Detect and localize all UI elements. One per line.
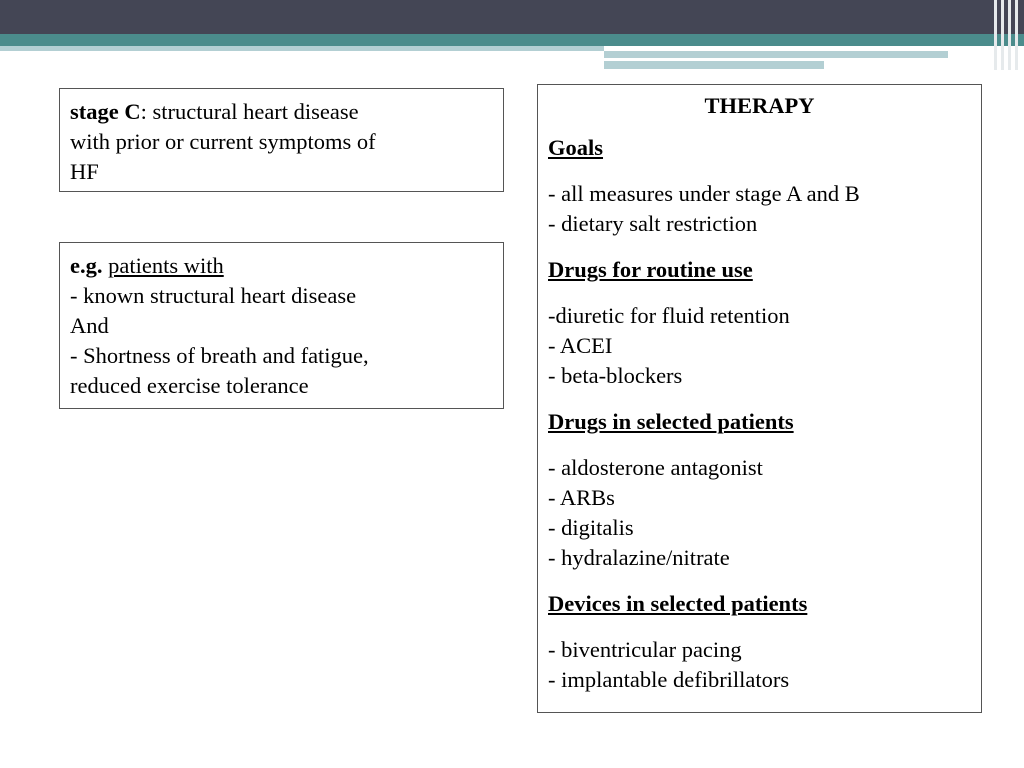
stage-description-box bbox=[59, 88, 504, 192]
stage-text: : structural heart disease bbox=[140, 99, 359, 124]
list-item: - beta-blockers bbox=[548, 363, 683, 388]
example-text-line: And bbox=[70, 313, 109, 338]
section-heading-goals: Goals bbox=[548, 135, 604, 160]
header-vertical-stripes bbox=[992, 0, 1024, 70]
stage-text-line: with prior or current symptoms of bbox=[70, 129, 376, 154]
example-patients-box bbox=[59, 242, 504, 409]
example-text-line: - known structural heart disease bbox=[70, 283, 357, 308]
header-banner-light-stripe bbox=[604, 61, 824, 69]
therapy-box bbox=[537, 84, 982, 713]
section-heading-routine-drugs: Drugs for routine use bbox=[548, 257, 753, 282]
list-item: - digitalis bbox=[548, 515, 634, 540]
example-label: e.g. bbox=[70, 253, 103, 278]
list-item: - ARBs bbox=[548, 485, 615, 510]
example-text-line: - Shortness of breath and fatigue, bbox=[70, 343, 369, 368]
list-item: - hydralazine/nitrate bbox=[548, 545, 730, 570]
section-selected-drugs-items bbox=[548, 453, 971, 573]
list-item: - ACEI bbox=[548, 333, 613, 358]
list-item: - dietary salt restriction bbox=[548, 211, 758, 236]
section-selected-devices-items bbox=[548, 635, 971, 695]
header-banner-teal bbox=[0, 34, 1024, 46]
stage-first-line bbox=[70, 97, 493, 127]
example-text-line: reduced exercise tolerance bbox=[70, 373, 309, 398]
header-banner-dark bbox=[0, 0, 1024, 34]
list-item: - implantable defibrillators bbox=[548, 667, 790, 692]
section-goals-items bbox=[548, 179, 971, 239]
list-item: - all measures under stage A and B bbox=[548, 181, 860, 206]
list-item: -diuretic for fluid retention bbox=[548, 303, 790, 328]
list-item: - aldosterone antagonist bbox=[548, 455, 763, 480]
stage-label: stage C bbox=[70, 99, 141, 124]
section-heading-selected-drugs: Drugs in selected patients bbox=[548, 409, 794, 434]
example-underlined-text: patients with bbox=[108, 253, 224, 278]
section-routine-drugs-items bbox=[548, 301, 971, 391]
example-first-line bbox=[70, 251, 493, 281]
header-banner-light-stripe bbox=[0, 46, 604, 51]
list-item: - biventricular pacing bbox=[548, 637, 742, 662]
header-banner-light-stripe bbox=[604, 51, 948, 58]
therapy-title: THERAPY bbox=[704, 93, 815, 118]
stage-text-line: HF bbox=[70, 159, 99, 184]
section-heading-selected-devices: Devices in selected patients bbox=[548, 591, 808, 616]
